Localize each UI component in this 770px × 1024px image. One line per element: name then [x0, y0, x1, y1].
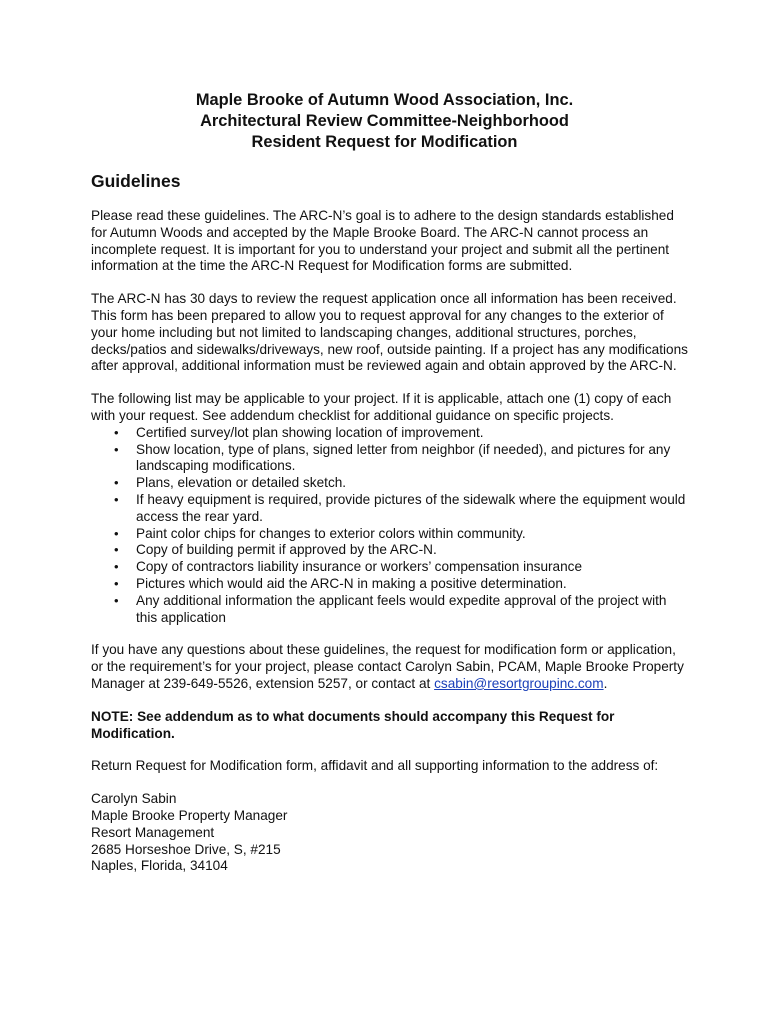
document-title	[79, 90, 690, 153]
address-company: Resort Management	[91, 824, 215, 840]
requirements-list	[91, 425, 690, 627]
bullet-icon: •	[114, 575, 119, 591]
list-item: • Certified survey/lot plan showing location of improvement.	[114, 424, 484, 440]
mailing-address	[91, 791, 690, 875]
list-item: • Show location, type of plans, signed letter from neighbor (if needed), and pictures for any landscaping modifications.	[114, 441, 671, 474]
bullet-icon: •	[114, 491, 119, 507]
title-line-request: Resident Request for Modification	[251, 133, 518, 151]
title-line-association: Maple Brooke of Autumn Wood Association, Inc.	[195, 91, 574, 109]
list-item: • Paint color chips for changes to exterior colors within community.	[114, 525, 526, 541]
contact-paragraph	[91, 642, 690, 692]
review-period-paragraph: The ARC-N has 30 days to review the request application once all information has been received. This form has been prepared to allow you to request approval for any changes to the exterior of your home including but not limited to landscaping changes, additional structures, porches, decks/patios and sidewalks/driveways, new roof, outside painting. If a project has any modifications after approval, additional information must be reviewed again and obtain approved by the ARC-N.	[91, 291, 688, 374]
address-name: Carolyn Sabin	[91, 791, 177, 807]
list-item: • Copy of building permit if approved by the ARC-N.	[114, 542, 437, 558]
bullet-icon: •	[114, 592, 119, 608]
contact-text: If you have any questions about these guidelines, the request for modification form or application, or the requirement’s for your project, please contact Carolyn Sabin, PCAM, Maple Brooke Property Manager at 239-649-5526, extension 5257, or contact at	[91, 642, 684, 691]
list-item: • Copy of contractors liability insurance or workers’ compensation insurance	[114, 559, 583, 575]
bullet-icon: •	[114, 475, 119, 491]
list-item: • Any additional information the applicant feels would expedite approval of the project with this application	[114, 592, 667, 625]
email-suffix: .	[603, 675, 608, 691]
intro-paragraph: Please read these guidelines. The ARC-N’s goal is to adhere to the design standards established for Autumn Woods and accepted by the Maple Brooke Board. The ARC-N cannot process an incomplete request. It is important for you to understand your project and submit all the pertinent information at the time the ARC-N Request for Modification forms are submitted.	[91, 208, 674, 274]
addendum-note: NOTE: See addendum as to what documents should accompany this Request for Modification.	[91, 708, 615, 741]
bullet-icon: •	[114, 441, 119, 457]
return-instructions: Return Request for Modification form, affidavit and all supporting information to the address of:	[91, 758, 659, 774]
address-title: Maple Brooke Property Manager	[91, 807, 288, 823]
bullet-icon: •	[114, 525, 119, 541]
address-street: 2685 Horseshoe Drive, S, #215	[91, 841, 281, 857]
address-city: Naples, Florida, 34104	[91, 858, 228, 874]
list-item: • Pictures which would aid the ARC-N in making a positive determination.	[114, 575, 567, 591]
list-item: • If heavy equipment is required, provide pictures of the sidewalk where the equipment would access the rear yard.	[114, 491, 686, 524]
guidelines-heading: Guidelines	[91, 171, 181, 191]
bullet-icon: •	[114, 424, 119, 440]
email-link[interactable]: csabin@resortgroupinc.com	[434, 675, 604, 691]
applicable-list-intro: The following list may be applicable to your project. If it is applicable, attach one (1) copy of each with your request. See addendum checklist for additional guidance on specific projects.	[91, 391, 672, 423]
bullet-icon: •	[114, 542, 119, 558]
list-item: • Plans, elevation or detailed sketch.	[114, 475, 347, 491]
bullet-icon: •	[114, 559, 119, 575]
title-line-committee: Architectural Review Committee-Neighborhood	[200, 112, 569, 130]
